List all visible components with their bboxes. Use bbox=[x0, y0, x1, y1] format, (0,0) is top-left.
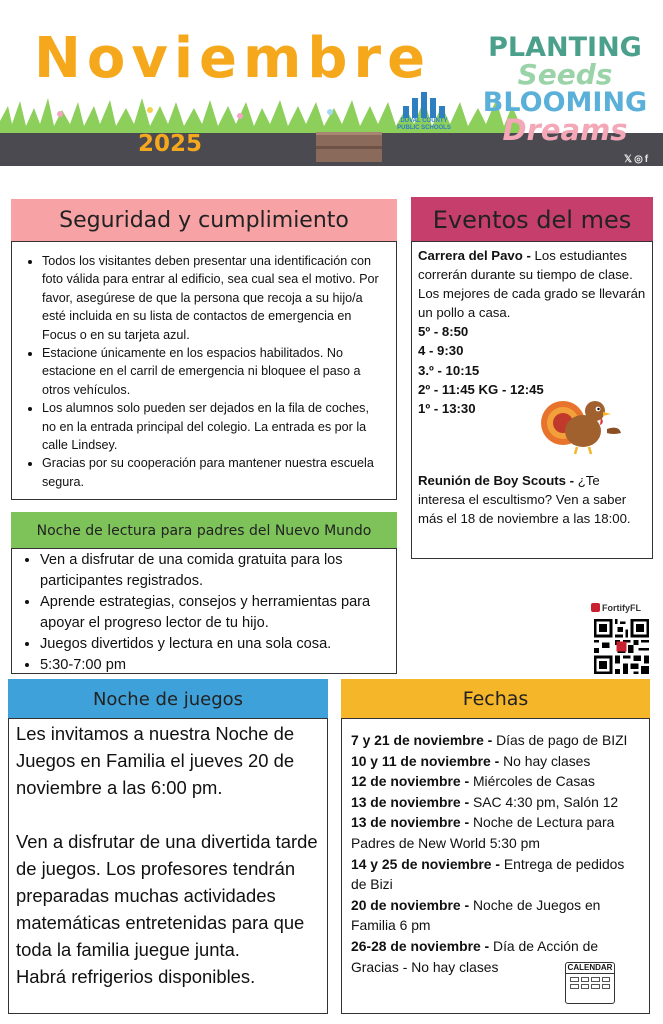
lectura-section bbox=[11, 548, 397, 674]
turkey-icon bbox=[537, 393, 623, 455]
scouts-paragraph: Reunión de Boy Scouts - ¿Te interesa el escultismo? Ven a saber más el 18 de noviembre a las 18:00. bbox=[418, 472, 631, 527]
qr-code[interactable] bbox=[594, 619, 649, 674]
juegos-section bbox=[8, 718, 328, 1014]
seguridad-section bbox=[11, 241, 397, 500]
juegos-banner: Noche de juegos bbox=[8, 679, 328, 719]
date-item: 10 y 11 de noviembre - No hay clases bbox=[351, 752, 591, 769]
eventos-banner: Eventos del mes bbox=[411, 197, 653, 242]
list-item: • Estacione únicamente en los espacios habilitados. No estacione en el carril de emergencia ni bloquee el paso a otros vehículos. bbox=[42, 344, 384, 399]
page-title: Noviembre bbox=[34, 26, 432, 91]
year-label: 2025 bbox=[138, 131, 203, 157]
list-item: • 5:30-7:00 pm bbox=[40, 655, 386, 676]
date-item: 20 de noviembre - Noche de Juegos en Familia 6 pm bbox=[351, 896, 601, 934]
facebook-icon[interactable]: f bbox=[644, 154, 651, 165]
date-item: 13 de noviembre - SAC 4:30 pm, Salón 12 bbox=[351, 793, 619, 810]
fortify-logo: FortifyFL bbox=[591, 603, 641, 613]
fortify-badge-icon bbox=[591, 603, 600, 612]
date-item: 14 y 25 de noviembre - Entrega de pedidos de Bizi bbox=[351, 855, 625, 893]
calendar-icon: CALENDAR bbox=[565, 962, 615, 1004]
schedule-item: 5º - 8:50 bbox=[418, 324, 469, 340]
list-item: • Aprende estrategias, consejos y herramientas para apoyar el progreso lector de tu hijo. bbox=[40, 592, 386, 634]
list-item: • Juegos divertidos y lectura en una sola cosa. bbox=[40, 634, 386, 655]
carrera-paragraph: Carrera del Pavo - Los estudiantes correrán durante su tiempo de clase. Los mejores de cada grado se llevarán un pollo a casa. bbox=[418, 248, 646, 321]
instagram-icon[interactable]: ◎ bbox=[634, 154, 645, 165]
social-icons bbox=[624, 154, 650, 165]
list-item: • Todos los visitantes deben presentar una identificación con foto válida para entrar al edificio, sea cual sea el motivo. Por favor, asegúrese de que la persona que recoja a su hijo/a esté incluida en su lista de contactos de emergencia en Focus o en su tarjeta azul. bbox=[42, 252, 384, 344]
date-item: 12 de noviembre - Miércoles de Casas bbox=[351, 773, 595, 790]
date-item: 26-28 de noviembre - Día de Acción de Gracias - No hay clases bbox=[351, 937, 599, 975]
date-item: 7 y 21 de noviembre - Días de pago de BIZI bbox=[351, 732, 628, 748]
schedule-item: 1º - 13:30 bbox=[418, 400, 476, 416]
schedule-item: 2º - 11:45 KG - 12:45 bbox=[418, 381, 544, 397]
newsletter-header bbox=[0, 0, 663, 175]
lectura-banner: Noche de lectura para padres del Nuevo Mundo bbox=[11, 512, 397, 549]
juegos-paragraph: Ven a disfrutar de una divertida tarde de juegos. Los profesores tendrán preparadas muchas actividades matemáticas entretenidas para que toda la familia juegue junta. bbox=[16, 831, 318, 960]
list-item: • Los alumnos solo pueden ser dejados en la fila de coches, no en la entrada principal del colegio. La entrada es por la calle Lindsey. bbox=[42, 399, 384, 454]
slogan-logo: PLANTING Seeds BLOOMING Dreams bbox=[482, 32, 648, 147]
fechas-banner: Fechas bbox=[341, 679, 650, 719]
juegos-paragraph: Les invitamos a nuestra Noche de Juegos en Familia el jueves 20 de noviembre a las 6:00 pm. bbox=[16, 723, 295, 798]
juegos-paragraph: Habrá refrigerios disponibles. bbox=[16, 966, 256, 987]
list-item: • Gracias por su cooperación para mantener nuestra escuela segura. bbox=[42, 454, 384, 491]
date-item: 13 de noviembre - Noche de Lectura para Padres de New World 5:30 pm bbox=[351, 814, 615, 851]
flower-crate-illustration bbox=[316, 132, 382, 162]
district-logo: DUVAL COUNTY PUBLIC SCHOOLS bbox=[394, 92, 454, 140]
list-item: • Ven a disfrutar de una comida gratuita para los participantes registrados. bbox=[40, 550, 386, 592]
schedule-item: 3.º - 10:15 bbox=[418, 362, 480, 378]
x-icon[interactable]: 𝕏 bbox=[624, 154, 635, 165]
schedule-item: 4 - 9:30 bbox=[418, 343, 464, 359]
seguridad-banner: Seguridad y cumplimiento bbox=[11, 199, 397, 242]
